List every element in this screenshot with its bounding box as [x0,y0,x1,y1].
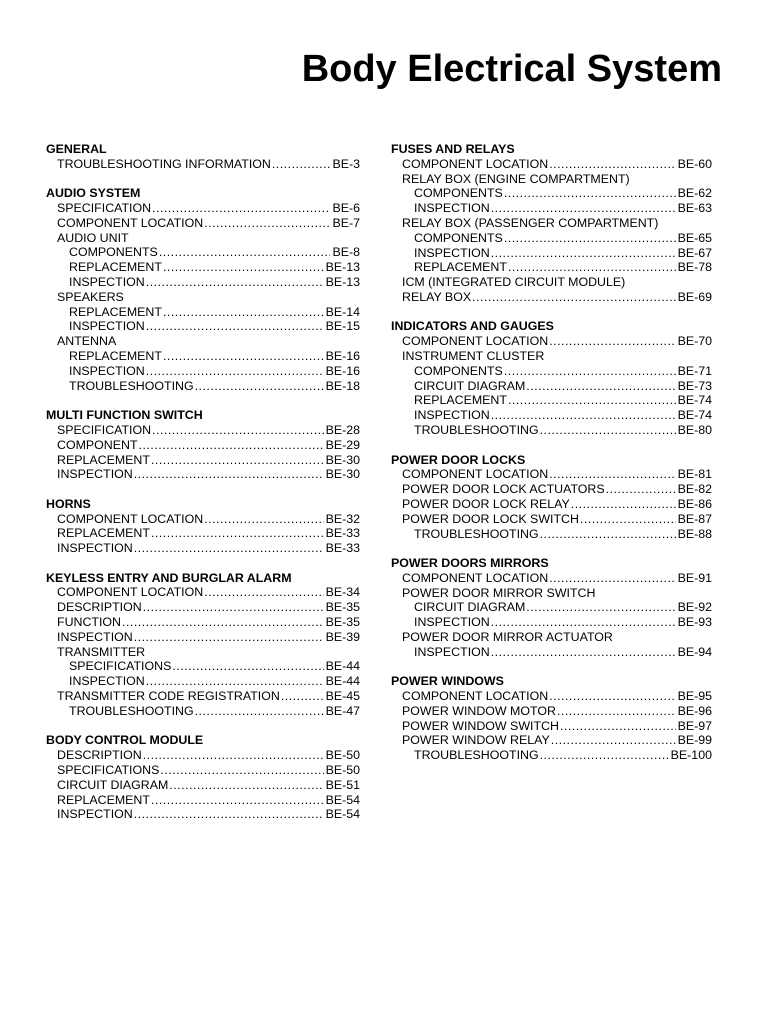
dot-leader [151,453,324,468]
toc-entry-page: BE-7 [332,215,360,230]
toc-entry-page: BE-78 [677,260,712,275]
toc-entry-page: BE-47 [325,703,360,718]
dot-leader [163,349,324,364]
dot-leader [540,423,676,438]
toc-entry[interactable] [391,704,712,719]
toc-entry-label: POWER WINDOW SWITCH [402,718,559,733]
toc-entry-page: BE-87 [677,511,712,526]
toc-entry-page: BE-29 [325,437,360,452]
toc-entry-label: INSPECTION [414,644,490,659]
toc-entry-label: TROUBLESHOOTING INFORMATION [57,156,271,171]
toc-entry-label: ICM (INTEGRATED CIRCUIT MODULE) [402,275,626,290]
toc-entry-page: BE-81 [677,467,712,482]
toc-entry[interactable] [46,600,360,615]
toc-entry-page: BE-14 [325,304,360,319]
section-heading: MULTI FUNCTION SWITCH [46,408,203,423]
dot-leader [163,305,324,320]
dot-leader [491,615,676,630]
toc-entry-page: BE-30 [325,452,360,467]
dot-leader [549,334,675,349]
toc-entry-label: SPECIFICATIONS [57,762,160,777]
toc-entry[interactable] [391,748,712,763]
toc-entry-label: INSPECTION [69,275,145,290]
toc-entry-page: BE-80 [677,423,712,438]
toc-section [46,408,360,482]
dot-leader [540,748,669,763]
toc-entry-page: BE-99 [677,733,712,748]
toc-entry[interactable] [46,793,360,808]
toc-entry-page: BE-45 [325,689,360,704]
dot-leader [571,497,676,512]
toc-entry-page: BE-92 [677,600,712,615]
toc-entry-label: COMPONENTS [414,363,503,378]
toc-entry-label: POWER DOOR LOCK RELAY [402,496,570,511]
toc-entry-page: BE-62 [677,186,712,201]
toc-entry-page: BE-8 [332,245,360,260]
toc-entry-label: COMPONENT LOCATION [57,511,204,526]
section-heading: FUSES AND RELAYS [391,142,515,156]
toc-section [391,453,712,542]
toc-entry-label: INSPECTION [69,319,145,334]
toc-entry-page: BE-74 [677,408,712,423]
toc-entry-label: TRANSMITTER [57,644,146,659]
toc-entry-page: BE-30 [325,467,360,482]
dot-leader [163,260,324,275]
toc-entry[interactable] [391,719,712,734]
toc-entry[interactable] [46,659,360,674]
dot-leader [159,245,331,260]
toc-entry[interactable] [391,334,712,349]
toc-entry[interactable] [391,630,712,645]
toc-entry[interactable] [391,512,712,527]
dot-leader [152,423,323,438]
toc-entry[interactable] [46,526,360,541]
dot-leader [151,793,324,808]
toc-entry[interactable] [391,260,712,275]
dot-leader [508,393,676,408]
section-heading: GENERAL [46,142,107,156]
dot-leader [122,615,324,630]
toc-entry[interactable] [46,260,360,275]
toc-entry-label: INSPECTION [414,245,490,260]
toc-entry[interactable] [391,393,712,408]
toc-entry-label: COMPONENT LOCATION [57,215,204,230]
dot-leader [526,379,675,394]
toc-entry[interactable] [391,290,712,305]
toc-entry-label: INSPECTION [57,467,133,482]
section-heading: AUDIO SYSTEM [46,186,141,201]
dot-leader [139,438,324,453]
toc-entry[interactable] [391,615,712,630]
toc-section [46,186,360,393]
toc-section [46,497,360,556]
toc-entry-label: POWER DOOR LOCK ACTUATORS [402,482,605,497]
dot-leader [504,186,676,201]
toc-entry[interactable] [46,453,360,468]
toc-entry[interactable] [391,586,712,601]
toc-entry-label: POWER WINDOW RELAY [402,733,550,748]
toc-entry-label: TRANSMITTER CODE REGISTRATION [57,689,280,704]
toc-entry[interactable] [391,275,712,290]
dot-leader [491,408,676,423]
toc-entry[interactable] [46,689,360,704]
toc-entry-label: CIRCUIT DIAGRAM [57,777,169,792]
section-heading: POWER WINDOWS [391,674,504,689]
dot-leader [491,645,676,660]
dot-leader [134,541,324,556]
toc-entry-label: ANTENNA [57,334,117,349]
toc-entry-page: BE-34 [325,585,360,600]
toc-entry-label: REPLACEMENT [414,393,507,408]
toc-entry-label: FUNCTION [57,615,122,630]
toc-entry-page: BE-6 [332,201,360,216]
toc-entry[interactable] [391,497,712,512]
toc-entry[interactable] [46,763,360,778]
dot-leader [281,689,324,704]
toc-entry[interactable] [46,674,360,689]
toc-entry[interactable] [391,482,712,497]
toc-entry[interactable] [46,349,360,364]
toc-entry[interactable] [46,615,360,630]
dot-leader [134,467,324,482]
toc-entry-label: RELAY BOX [402,289,472,304]
toc-entry-page: BE-44 [325,659,360,674]
toc-entry-label: COMPONENTS [69,245,158,260]
toc-entry[interactable] [46,379,360,394]
toc-section [391,319,712,437]
toc-entry-page: BE-16 [325,349,360,364]
toc-entry[interactable] [46,704,360,719]
toc-entry-label: REPLACEMENT [69,349,162,364]
toc-entry-label: SPECIFICATION [57,201,152,216]
toc-section [46,142,360,172]
dot-leader [195,379,324,394]
toc-entry[interactable] [46,319,360,334]
toc-entry-page: BE-54 [325,792,360,807]
toc-entry-label: COMPONENTS [414,230,503,245]
toc-entry-page: BE-91 [677,570,712,585]
section-heading: INDICATORS AND GAUGES [391,319,554,334]
toc-entry-label: REPLACEMENT [57,792,150,807]
dot-leader [491,246,676,261]
section-heading: HORNS [46,496,91,511]
dot-leader [526,600,675,615]
toc-entry[interactable] [46,231,360,246]
dot-leader [540,527,676,542]
toc-entry-page: BE-35 [325,615,360,630]
toc-entry-label: INSPECTION [69,674,145,689]
toc-entry[interactable] [391,467,712,482]
toc-entry-page: BE-70 [677,334,712,349]
toc-entry[interactable] [46,541,360,556]
dot-leader [204,216,330,231]
toc-entry[interactable] [391,201,712,216]
toc-entry-page: BE-73 [677,378,712,393]
toc-entry-label: POWER DOOR MIRROR SWITCH [402,585,596,600]
toc-section [46,571,360,719]
toc-section [46,733,360,822]
toc-entry-label: INSPECTION [69,363,145,378]
section-heading: POWER DOORS MIRRORS [391,555,549,570]
toc-entry[interactable] [391,364,712,379]
toc-entry[interactable] [391,733,712,748]
dot-leader [152,201,330,216]
dot-leader [606,482,676,497]
dot-leader [549,689,675,704]
toc-entry-label: POWER DOOR MIRROR ACTUATOR [402,629,613,644]
dot-leader [557,704,676,719]
toc-entry-page: BE-69 [677,289,712,304]
toc-column-right [391,142,712,778]
toc-entry[interactable] [46,467,360,482]
toc-entry-page: BE-95 [677,689,712,704]
dot-leader [134,630,324,645]
toc-entry-page: BE-82 [677,482,712,497]
toc-entry-page: BE-15 [325,319,360,334]
toc-entry-label: COMPONENT LOCATION [402,689,549,704]
toc-entry-label: POWER DOOR LOCK SWITCH [402,511,579,526]
toc-entry-label: TROUBLESHOOTING [69,378,194,393]
toc-entry-label: SPECIFICATIONS [69,659,172,674]
dot-leader [151,526,324,541]
dot-leader [272,157,331,172]
toc-entry-label: AUDIO UNIT [57,230,129,245]
toc-entry-page: BE-18 [325,378,360,393]
toc-entry[interactable] [391,423,712,438]
toc-entry-label: RELAY BOX (ENGINE COMPARTMENT) [402,171,630,186]
dot-leader [580,512,676,527]
toc-entry-page: BE-13 [325,260,360,275]
toc-entry-label: COMPONENT [57,437,138,452]
toc-entry[interactable] [46,585,360,600]
toc-entry[interactable] [46,438,360,453]
toc-entry-label: REPLACEMENT [69,260,162,275]
toc-entry-page: BE-28 [325,422,360,437]
toc-entry-label: TROUBLESHOOTING [414,526,539,541]
dot-leader [549,467,675,482]
toc-entry[interactable] [46,201,360,216]
toc-section [391,556,712,660]
toc-entry-label: CIRCUIT DIAGRAM [414,378,526,393]
dot-leader [195,704,324,719]
toc-section [391,674,712,763]
toc-entry[interactable] [391,527,712,542]
toc-entry-page: BE-100 [670,748,712,763]
toc-entry-label: SPECIFICATION [57,422,152,437]
toc-entry-page: BE-67 [677,245,712,260]
toc-entry-label: SPEAKERS [57,289,124,304]
toc-entry-label: CIRCUIT DIAGRAM [414,600,526,615]
toc-entry-label: DESCRIPTION [57,748,142,763]
toc-entry[interactable] [46,748,360,763]
dot-leader [146,319,324,334]
toc-entry-label: COMPONENT LOCATION [402,156,549,171]
toc-entry[interactable] [391,186,712,201]
section-heading: POWER DOOR LOCKS [391,452,526,467]
toc-entry-label: INSPECTION [57,541,133,556]
dot-leader [551,733,676,748]
toc-entry-label: INSTRUMENT CLUSTER [402,349,545,364]
toc-entry[interactable] [391,600,712,615]
toc-entry-page: BE-54 [325,807,360,822]
toc-entry[interactable] [46,245,360,260]
toc-entry-label: INSPECTION [414,615,490,630]
dot-leader [204,512,323,527]
toc-entry[interactable] [391,379,712,394]
section-heading: KEYLESS ENTRY AND BURGLAR ALARM [46,570,292,585]
dot-leader [504,231,676,246]
dot-leader [146,275,324,290]
toc-entry-page: BE-16 [325,363,360,378]
toc-section [391,142,712,305]
toc-entry-page: BE-60 [677,156,712,171]
toc-entry-page: BE-13 [325,275,360,290]
dot-leader [160,763,323,778]
dot-leader [169,778,323,793]
toc-entry-label: DESCRIPTION [57,600,142,615]
toc-entry-label: COMPONENTS [414,186,503,201]
toc-entry-label: INSPECTION [414,408,490,423]
toc-entry-label: TROUBLESHOOTING [414,748,539,763]
dot-leader [143,600,324,615]
toc-entry-page: BE-71 [677,363,712,378]
toc-entry-page: BE-33 [325,541,360,556]
dot-leader [146,674,324,689]
toc-entry[interactable] [46,290,360,305]
toc-entry-page: BE-35 [325,600,360,615]
toc-entry-page: BE-93 [677,615,712,630]
toc-entry[interactable] [46,807,360,822]
dot-leader [549,571,675,586]
toc-entry-page: BE-50 [325,762,360,777]
section-heading: BODY CONTROL MODULE [46,733,204,748]
toc-entry-page: BE-51 [325,777,360,792]
toc-entry-page: BE-96 [677,703,712,718]
toc-entry[interactable] [46,512,360,527]
dot-leader [134,807,324,822]
toc-entry[interactable] [391,216,712,231]
dot-leader [491,201,676,216]
toc-entry-label: REPLACEMENT [57,526,150,541]
dot-leader [504,364,676,379]
toc-entry-page: BE-3 [332,156,360,171]
toc-entry-label: INSPECTION [57,807,133,822]
toc-entry[interactable] [391,645,712,660]
toc-entry-label: INSPECTION [57,629,133,644]
dot-leader [508,260,676,275]
toc-entry-label: COMPONENT LOCATION [402,570,549,585]
toc-entry[interactable] [391,157,712,172]
toc-entry[interactable] [46,630,360,645]
toc-entry-label: REPLACEMENT [414,260,507,275]
toc-entry-label: COMPONENT LOCATION [57,585,204,600]
toc-entry-page: BE-50 [325,748,360,763]
toc-entry[interactable] [46,423,360,438]
toc-entry[interactable] [391,231,712,246]
toc-entry-page: BE-63 [677,201,712,216]
toc-entry[interactable] [46,334,360,349]
toc-entry-label: TROUBLESHOOTING [414,423,539,438]
dot-leader [549,157,675,172]
toc-entry[interactable] [46,645,360,660]
toc-entry-page: BE-97 [677,718,712,733]
page-title: Body Electrical System [301,48,722,90]
toc-entry[interactable] [46,778,360,793]
toc-entry-label: COMPONENT LOCATION [402,334,549,349]
toc-entry[interactable] [391,246,712,261]
toc-entry-label: REPLACEMENT [57,452,150,467]
toc-entry[interactable] [391,172,712,187]
dot-leader [560,719,676,734]
toc-entry-page: BE-44 [325,674,360,689]
dot-leader [204,585,323,600]
dot-leader [172,659,323,674]
toc-entry-label: POWER WINDOW MOTOR [402,703,556,718]
toc-column-left [46,142,360,837]
toc-entry-label: TROUBLESHOOTING [69,703,194,718]
toc-entry-label: REPLACEMENT [69,304,162,319]
toc-entry[interactable] [46,364,360,379]
dot-leader [146,364,324,379]
toc-entry-page: BE-65 [677,230,712,245]
toc-entry[interactable] [391,571,712,586]
toc-entry-page: BE-74 [677,393,712,408]
toc-entry-page: BE-32 [325,511,360,526]
toc-entry-label: COMPONENT LOCATION [402,467,549,482]
toc-entry[interactable] [46,216,360,231]
dot-leader [143,748,324,763]
toc-entry[interactable] [391,349,712,364]
toc-entry-label: RELAY BOX (PASSENGER COMPARTMENT) [402,215,659,230]
toc-entry[interactable] [46,305,360,320]
toc-entry-page: BE-39 [325,629,360,644]
toc-entry[interactable] [391,408,712,423]
toc-entry-page: BE-86 [677,496,712,511]
toc-entry-page: BE-33 [325,526,360,541]
dot-leader [472,290,675,305]
toc-entry[interactable] [46,275,360,290]
toc-entry[interactable] [391,689,712,704]
toc-entry[interactable] [46,157,360,172]
toc-entry-page: BE-94 [677,644,712,659]
toc-entry-page: BE-88 [677,526,712,541]
toc-entry-label: INSPECTION [414,201,490,216]
